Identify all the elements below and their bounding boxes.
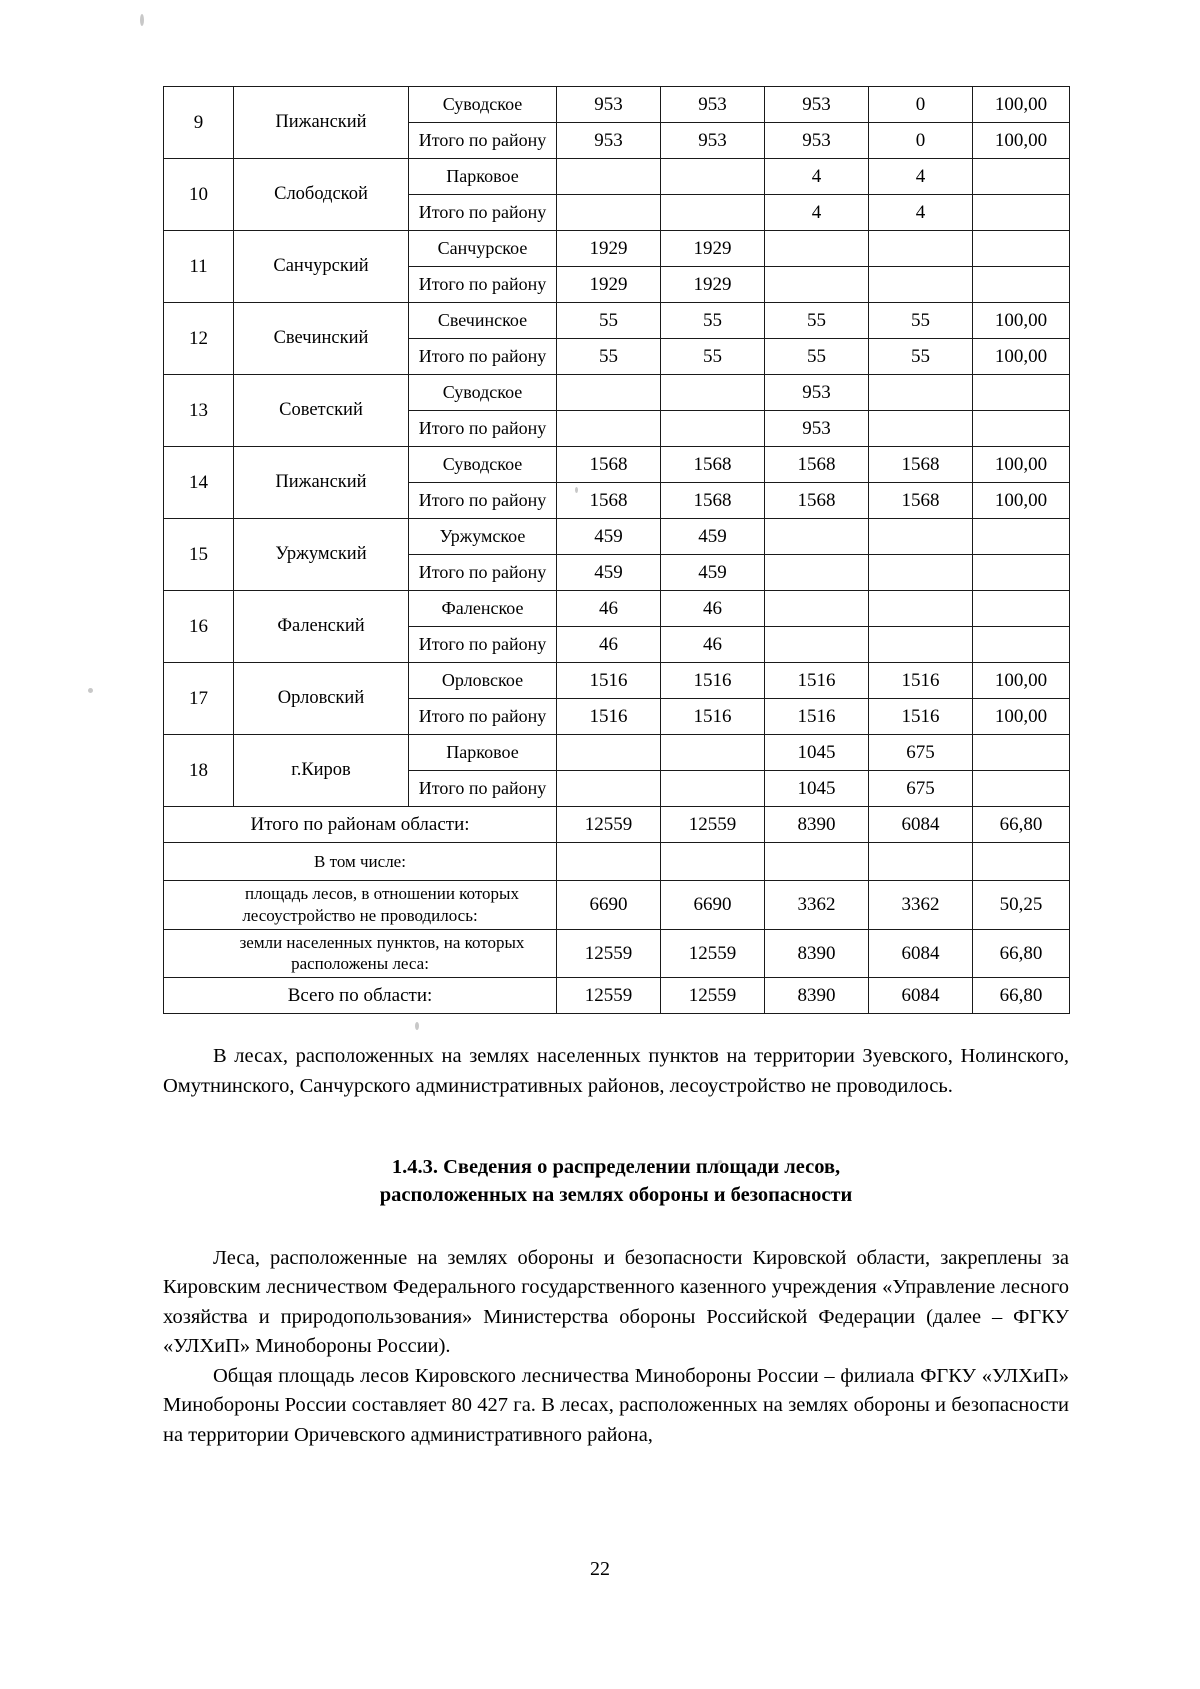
cell-value [869, 627, 973, 663]
cell-value: 1568 [869, 483, 973, 519]
forestry-name: Парковое [409, 735, 557, 771]
cell-value: 55 [661, 339, 765, 375]
section-heading [163, 1153, 1069, 1210]
cell-value: 1568 [661, 483, 765, 519]
summary-label [164, 881, 557, 930]
forestry-name: Суводское [409, 375, 557, 411]
forestry-name: Парковое [409, 159, 557, 195]
cell-value [765, 519, 869, 555]
cell-value: 675 [869, 771, 973, 807]
cell-value [661, 375, 765, 411]
forestry-total-label: Итого по району [409, 123, 557, 159]
district-name: Уржумский [234, 519, 409, 591]
cell-value: 12559 [557, 978, 661, 1014]
cell-value [661, 771, 765, 807]
cell-value [973, 159, 1070, 195]
row-index: 10 [164, 159, 234, 231]
table-row [164, 663, 1070, 699]
district-name: Орловский [234, 663, 409, 735]
district-name: Свечинский [234, 303, 409, 375]
cell-value: 12559 [557, 807, 661, 843]
cell-value [661, 411, 765, 447]
cell-value: 100,00 [973, 483, 1070, 519]
cell-value: 1929 [661, 267, 765, 303]
summary-label-line2: лесоустройство не проводилось: [242, 905, 478, 925]
cell-value: 6690 [557, 881, 661, 930]
forestry-total-label: Итого по району [409, 627, 557, 663]
cell-value: 1516 [661, 663, 765, 699]
summary-label: Всего по области: [164, 978, 557, 1014]
row-index: 13 [164, 375, 234, 447]
paragraph-defense-lands: Леса, расположенные на землях обороны и безопасности Кировской области, закреплены за Кировским лесничеством Федерального государственного казенного учреждения «Управление лесного хозяйства и природопользования» Министерства обороны Российской Федерации (далее – ФГКУ «УЛХиП» Минобороны России). [163, 1246, 1069, 1358]
cell-value: 55 [557, 303, 661, 339]
cell-value [557, 195, 661, 231]
forestry-total-label: Итого по району [409, 339, 557, 375]
cell-value: 1516 [557, 699, 661, 735]
section-heading-line1: 1.4.3. Сведения о распределении площади лесов, [391, 1156, 841, 1179]
cell-value: 46 [661, 627, 765, 663]
heading-spacer [163, 1210, 1069, 1244]
cell-value: 459 [661, 519, 765, 555]
cell-value: 1516 [661, 699, 765, 735]
cell-value: 1929 [557, 267, 661, 303]
cell-value [557, 375, 661, 411]
cell-value: 1516 [869, 699, 973, 735]
cell-value: 3362 [869, 881, 973, 930]
forestry-total-label: Итого по району [409, 195, 557, 231]
cell-value: 6690 [661, 881, 765, 930]
cell-value [661, 159, 765, 195]
cell-value: 6084 [869, 978, 973, 1014]
cell-value [869, 519, 973, 555]
cell-value: 8390 [765, 978, 869, 1014]
cell-value [869, 411, 973, 447]
forest-area-table [163, 86, 1070, 1014]
row-index: 18 [164, 735, 234, 807]
cell-value [557, 411, 661, 447]
cell-value [765, 591, 869, 627]
cell-value [765, 231, 869, 267]
cell-value [765, 627, 869, 663]
cell-value [973, 591, 1070, 627]
cell-value [973, 771, 1070, 807]
cell-value: 0 [869, 87, 973, 123]
cell-value: 953 [765, 375, 869, 411]
cell-value [869, 267, 973, 303]
cell-value [557, 843, 661, 881]
row-index: 15 [164, 519, 234, 591]
cell-value: 1045 [765, 771, 869, 807]
cell-value: 1516 [869, 663, 973, 699]
cell-value [973, 411, 1070, 447]
cell-value: 12559 [661, 978, 765, 1014]
cell-value: 1516 [765, 663, 869, 699]
cell-value [973, 627, 1070, 663]
paragraph-total-area: Общая площадь лесов Кировского лесничества Минобороны России – филиала ФГКУ «УЛХиП» Минобороны России составляет 80 427 га. В лесах, расположенных на землях обороны и безопасности на территории Оричевского административного района, [163, 1364, 1069, 1446]
row-index: 9 [164, 87, 234, 159]
cell-value: 66,80 [973, 807, 1070, 843]
cell-value: 55 [869, 303, 973, 339]
cell-value [661, 843, 765, 881]
cell-value [973, 231, 1070, 267]
forestry-name: Уржумское [409, 519, 557, 555]
cell-value [973, 519, 1070, 555]
cell-value: 6084 [869, 807, 973, 843]
table-row [164, 375, 1070, 411]
cell-value: 55 [765, 303, 869, 339]
summary-label-line1: земли населенных пунктов, на которых [239, 932, 525, 952]
cell-value [765, 843, 869, 881]
row-index: 14 [164, 447, 234, 519]
cell-value: 66,80 [973, 929, 1070, 978]
cell-value: 100,00 [973, 303, 1070, 339]
forestry-total-label: Итого по району [409, 699, 557, 735]
table-row [164, 519, 1070, 555]
cell-value: 4 [869, 195, 973, 231]
summary-label-line1: площадь лесов, в отношении которых [245, 884, 519, 903]
table-row [164, 591, 1070, 627]
cell-value: 1568 [765, 447, 869, 483]
cell-value: 46 [661, 591, 765, 627]
cell-value: 459 [661, 555, 765, 591]
cell-value: 55 [661, 303, 765, 339]
cell-value: 12559 [557, 929, 661, 978]
cell-value: 1516 [557, 663, 661, 699]
cell-value: 66,80 [973, 978, 1070, 1014]
cell-value: 0 [869, 123, 973, 159]
cell-value: 1568 [557, 483, 661, 519]
cell-value: 8390 [765, 929, 869, 978]
table-row [164, 87, 1070, 123]
cell-value: 459 [557, 555, 661, 591]
cell-value: 55 [869, 339, 973, 375]
forestry-total-label: Итого по району [409, 267, 557, 303]
cell-value [973, 195, 1070, 231]
cell-value: 4 [765, 159, 869, 195]
cell-value [661, 735, 765, 771]
forestry-total-label: Итого по району [409, 483, 557, 519]
forestry-name: Суводское [409, 447, 557, 483]
row-index: 17 [164, 663, 234, 735]
row-index: 16 [164, 591, 234, 663]
cell-value: 4 [765, 195, 869, 231]
cell-value [973, 735, 1070, 771]
cell-value [973, 843, 1070, 881]
summary-row-not-surveyed [164, 881, 1070, 930]
district-name: Пижанский [234, 447, 409, 519]
cell-value: 12559 [661, 929, 765, 978]
cell-value [869, 375, 973, 411]
cell-value: 100,00 [973, 663, 1070, 699]
cell-value: 3362 [765, 881, 869, 930]
row-index: 11 [164, 231, 234, 303]
cell-value [973, 267, 1070, 303]
cell-value: 100,00 [973, 447, 1070, 483]
cell-value [765, 555, 869, 591]
cell-value: 675 [869, 735, 973, 771]
table-row [164, 159, 1070, 195]
table-row [164, 447, 1070, 483]
cell-value [557, 735, 661, 771]
district-name: Пижанский [234, 87, 409, 159]
cell-value: 459 [557, 519, 661, 555]
cell-value [765, 267, 869, 303]
cell-value: 953 [765, 123, 869, 159]
scan-speck [140, 14, 144, 26]
forestry-name: Свечинское [409, 303, 557, 339]
cell-value: 8390 [765, 807, 869, 843]
district-name: Слободской [234, 159, 409, 231]
cell-value: 1516 [765, 699, 869, 735]
cell-value: 1568 [557, 447, 661, 483]
cell-value: 953 [661, 87, 765, 123]
section-heading-line2: расположенных на землях обороны и безопасности [379, 1184, 853, 1207]
table-row [164, 735, 1070, 771]
forestry-name: Суводское [409, 87, 557, 123]
summary-label: В том числе: [164, 843, 557, 881]
cell-value [869, 591, 973, 627]
summary-label-line2: расположены леса: [291, 954, 429, 974]
cell-value: 1045 [765, 735, 869, 771]
cell-value: 100,00 [973, 123, 1070, 159]
summary-label [164, 929, 557, 978]
table-row [164, 303, 1070, 339]
cell-value [557, 159, 661, 195]
district-name: Санчурский [234, 231, 409, 303]
forestry-name: Санчурское [409, 231, 557, 267]
paragraph-survey-note: В лесах, расположенных на землях населенных пунктов на территории Зуевского, Нолинского, Омутнинского, Санчурского административных районов, лесоустройство не проводилось. [163, 1045, 1069, 1097]
cell-value [869, 555, 973, 591]
summary-label: Итого по районам области: [164, 807, 557, 843]
cell-value: 4 [869, 159, 973, 195]
forestry-name: Фаленское [409, 591, 557, 627]
cell-value: 46 [557, 591, 661, 627]
cell-value: 1568 [661, 447, 765, 483]
cell-value: 953 [557, 123, 661, 159]
table-row [164, 231, 1070, 267]
cell-value [973, 555, 1070, 591]
summary-row-settlement-lands [164, 929, 1070, 978]
cell-value: 953 [765, 87, 869, 123]
cell-value: 55 [765, 339, 869, 375]
cell-value: 1929 [661, 231, 765, 267]
cell-value: 953 [557, 87, 661, 123]
district-name: Фаленский [234, 591, 409, 663]
district-name: г.Киров [234, 735, 409, 807]
cell-value: 6084 [869, 929, 973, 978]
row-index: 12 [164, 303, 234, 375]
cell-value: 953 [661, 123, 765, 159]
cell-value: 1568 [765, 483, 869, 519]
page-number: 22 [590, 1558, 610, 1580]
cell-value: 46 [557, 627, 661, 663]
summary-row-region-districts-total [164, 807, 1070, 843]
cell-value: 953 [765, 411, 869, 447]
district-name: Советский [234, 375, 409, 447]
cell-value [869, 843, 973, 881]
scan-speck [88, 688, 93, 693]
cell-value: 1929 [557, 231, 661, 267]
cell-value [973, 375, 1070, 411]
cell-value [661, 195, 765, 231]
page-content [163, 86, 1069, 1450]
forestry-total-label: Итого по району [409, 411, 557, 447]
cell-value: 55 [557, 339, 661, 375]
forestry-total-label: Итого по району [409, 555, 557, 591]
cell-value: 1568 [869, 447, 973, 483]
cell-value: 100,00 [973, 339, 1070, 375]
forestry-name: Орловское [409, 663, 557, 699]
forestry-total-label: Итого по району [409, 771, 557, 807]
cell-value [869, 231, 973, 267]
cell-value [557, 771, 661, 807]
cell-value: 50,25 [973, 881, 1070, 930]
summary-row-including [164, 843, 1070, 881]
cell-value: 100,00 [973, 87, 1070, 123]
cell-value: 12559 [661, 807, 765, 843]
cell-value: 100,00 [973, 699, 1070, 735]
summary-row-region-total [164, 978, 1070, 1014]
